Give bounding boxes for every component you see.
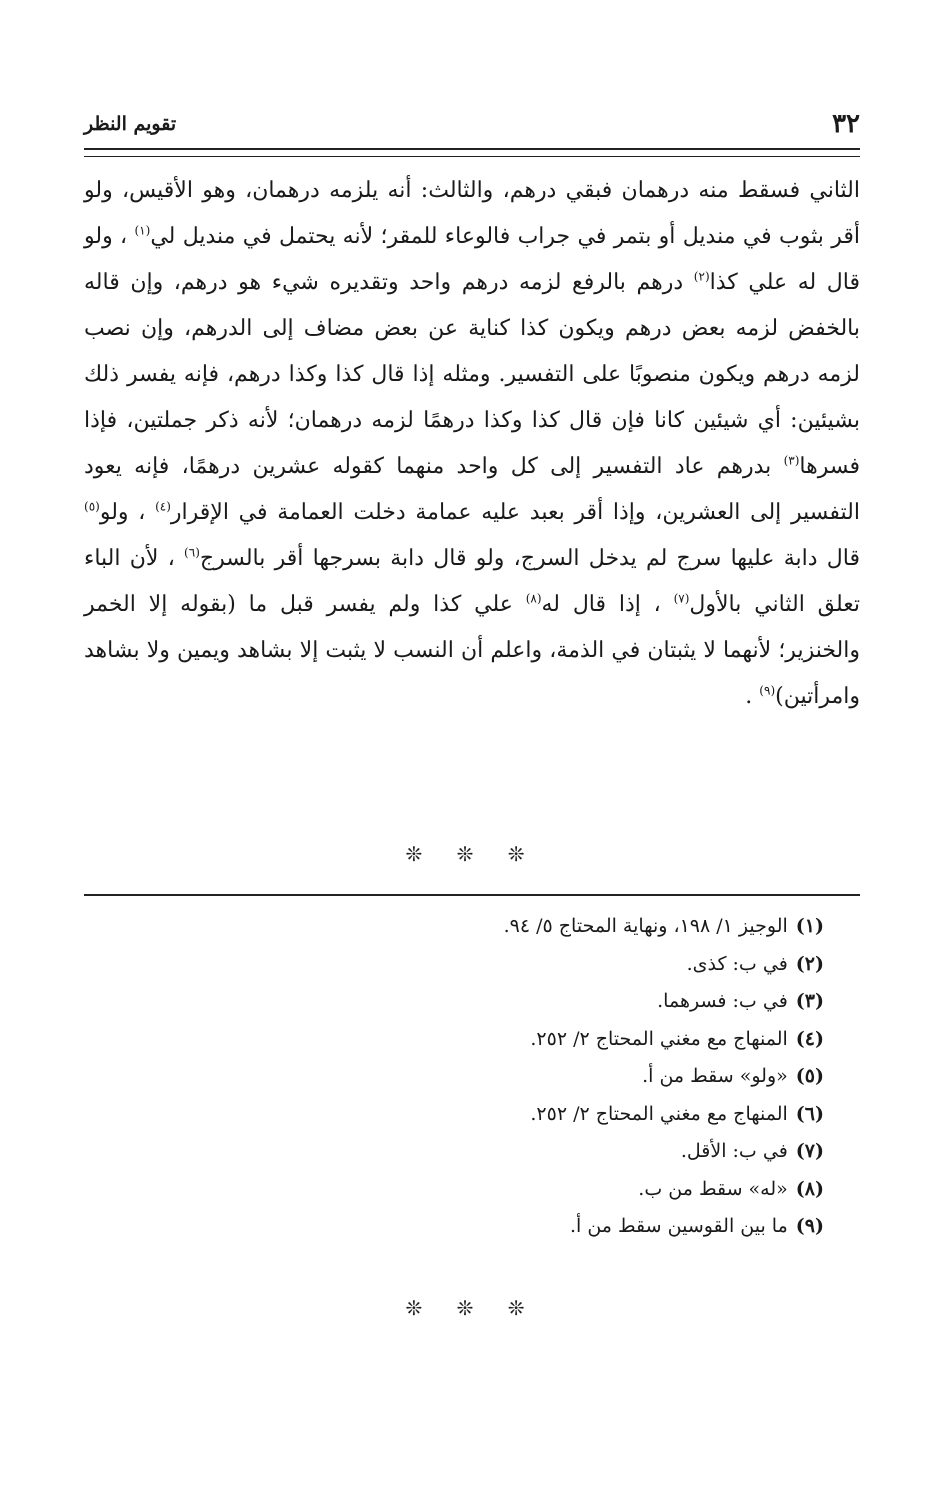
page-number: ٣٢ bbox=[832, 109, 860, 139]
header-double-rule bbox=[84, 148, 860, 157]
footnote-ref-4: (٤) bbox=[155, 499, 171, 514]
footnote-item bbox=[224, 1171, 824, 1209]
footnote-number: (٧) bbox=[795, 1140, 824, 1162]
footnote-item bbox=[224, 1096, 824, 1134]
footnote-item bbox=[224, 1133, 824, 1171]
footnote-text: «ولو» سقط من أ. bbox=[642, 1065, 788, 1087]
footnote-number: (٤) bbox=[795, 1027, 824, 1050]
footnote-ref-3: (٣) bbox=[783, 453, 800, 468]
text-segment: ، ولو قال له علي كذا bbox=[84, 224, 861, 295]
text-segment: بدرهم عاد التفسير إلى كل واحد منهما كقوله عشرين درهمًا، فإنه يعود التفسير إلى العشرين، وإذا أقر بعبد عليه عمامة دخلت العمامة في الإقرار bbox=[84, 454, 860, 525]
footnote-item bbox=[224, 1208, 824, 1246]
main-paragraph bbox=[84, 168, 860, 720]
footnote-ref-5: (٥) bbox=[84, 499, 100, 514]
footnote-item bbox=[224, 908, 824, 946]
text-segment: ، ولو bbox=[99, 500, 146, 525]
footnote-ref-6: (٦) bbox=[184, 545, 200, 560]
section-separator: ❊ ❊ ❊ bbox=[405, 842, 539, 866]
text-segment: علي كذا ولم يفسر قبل ما (بقوله إلا الخمر والخنزير؛ لأنهما لا يثبتان في الذمة، واعلم أن النسب لا يثبت إلا بشاهد ويمين ولا بشاهد وامرأتين) bbox=[84, 592, 860, 709]
footnote-ref-9: (٩) bbox=[759, 683, 776, 698]
footnote-ref-2: (٢) bbox=[693, 269, 710, 284]
footnote-item bbox=[224, 1021, 824, 1059]
footnote-text: في ب: كذى. bbox=[686, 952, 788, 975]
end-separator: ❊ ❊ ❊ bbox=[405, 1296, 539, 1320]
text-segment: ، لأن الباء تعلق الثاني بالأول bbox=[84, 546, 860, 617]
footnote-item bbox=[224, 1058, 824, 1096]
footnote-text: في ب: فسرهما. bbox=[657, 990, 788, 1012]
text-segment: درهم بالرفع لزمه درهم واحد وتقديره شيء هو درهم، وإن قاله بالخفض لزمه بعض درهم ويكون كذا كناية عن بعض مضاف إلى الدرهم، وإن نصب لزمه درهم ويكون منصوبًا على التفسير. ومثله إذا قال كذا وكذا درهم، فإنه يفسر ذلك بشيئين: أي شيئين كانا فإن قال كذا وكذا درهمًا لزمه درهمان؛ لأنه ذكر جملتين، فإذا فسرها bbox=[84, 270, 860, 479]
footnote-number: (١) bbox=[795, 915, 824, 937]
footnote-number: (٩) bbox=[795, 1215, 824, 1237]
footnote-text: المنهاج مع مغني المحتاج ٢/ ٢٥٢. bbox=[530, 1027, 788, 1050]
footnote-text: في ب: الأقل. bbox=[680, 1140, 788, 1162]
footnote-number: (٣) bbox=[795, 990, 824, 1012]
footnote-number: (٨) bbox=[795, 1177, 824, 1200]
main-text bbox=[84, 168, 860, 720]
text-segment: . bbox=[745, 684, 753, 709]
running-title: تقويم النظر bbox=[84, 113, 177, 135]
text-segment: الثاني فسقط منه درهمان فبقي درهم، والثالث: أنه يلزمه درهمان، وهو الأقيس، ولو أقر بثوب في منديل أو بتمر في جراب فالوعاء للمقر؛ لأنه يحتمل في منديل لي bbox=[84, 178, 860, 249]
footnote-number: (٢) bbox=[795, 952, 824, 975]
footnotes-list bbox=[224, 908, 824, 1246]
footnote-number: (٥) bbox=[795, 1065, 824, 1087]
footnote-text: «له» سقط من ب. bbox=[638, 1177, 788, 1200]
footnote-rule bbox=[84, 894, 860, 896]
footnote-ref-7: (٧) bbox=[673, 591, 690, 606]
footnote-text: الوجيز ١/ ١٩٨، ونهاية المحتاج ٥/ ٩٤. bbox=[503, 915, 788, 937]
footnote-ref-1: (١) bbox=[134, 223, 151, 238]
footnote-number: (٦) bbox=[795, 1102, 824, 1125]
footnote-text: المنهاج مع مغني المحتاج ٢/ ٢٥٢. bbox=[530, 1102, 788, 1125]
text-segment: ، إذا قال له bbox=[541, 592, 661, 617]
text-segment: قال دابة عليها سرج لم يدخل السرج، ولو قال دابة بسرجها أقر بالسرج bbox=[199, 546, 860, 571]
footnote-item bbox=[224, 983, 824, 1021]
footnote-ref-8: (٨) bbox=[525, 591, 542, 606]
page-header bbox=[84, 104, 860, 144]
footnote-item bbox=[224, 946, 824, 984]
footnote-text: ما بين القوسين سقط من أ. bbox=[569, 1215, 788, 1237]
